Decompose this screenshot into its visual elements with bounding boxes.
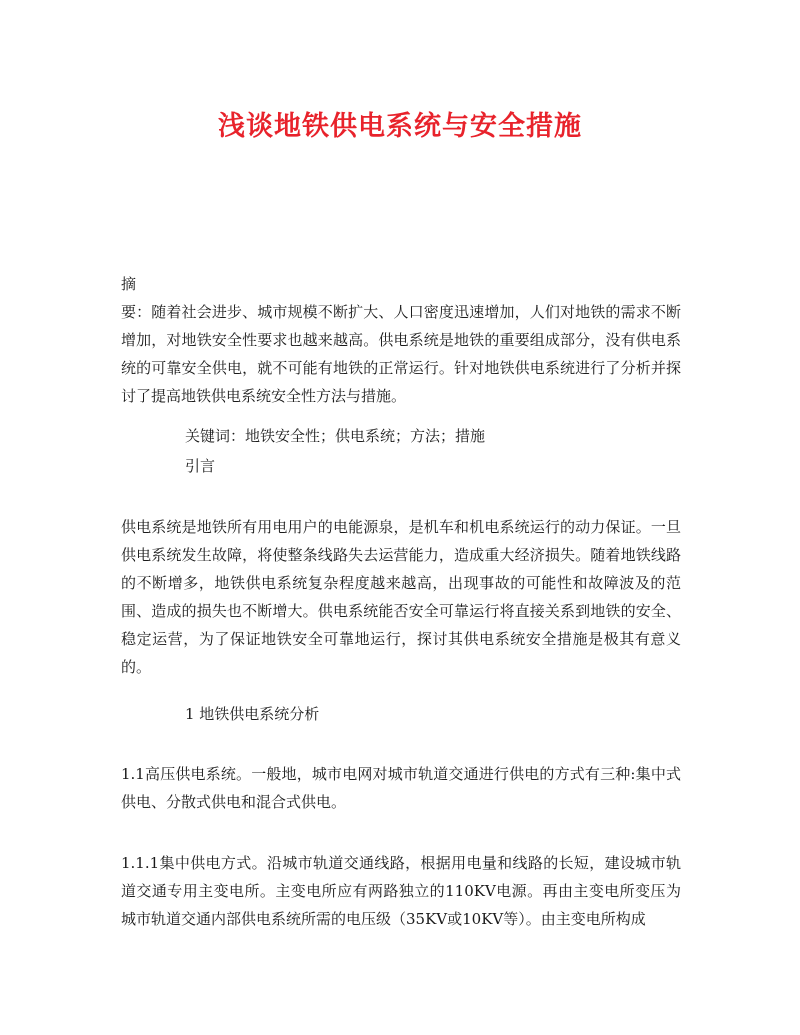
- intro-heading: 引言: [185, 457, 216, 475]
- section1-1-1-paragraph: 1.1.1集中供电方式。沿城市轨道交通线路，根据用电量和线路的长短，建设城市轨道交通专用主变电所。主变电所应有两路独立的110KV电源。再由主变电所变压为城市轨道交通内部供电系统所需的电压级（35KV或10KV等）。由主变电所构成: [121, 854, 681, 928]
- keywords-line: 关键词：地铁安全性；供电系统；方法；措施: [185, 427, 486, 445]
- intro-paragraph: 供电系统是地铁所有用电用户的电能源泉，是机车和机电系统运行的动力保证。一旦供电系统发生故障，将使整条线路失去运营能力，造成重大经济损失。随着地铁线路的不断增多，地铁供电系统复杂程度越来越高，出现事故的可能性和故障波及的范围、造成的损失也不断增大。供电系统能否安全可靠运行将直接关系到地铁的安全、稳定运营，为了保证地铁安全可靠地运行，探讨其供电系统安全措施是极其有意义的。: [121, 518, 681, 676]
- abstract-paragraph: 要：随着社会进步、城市规模不断扩大、人口密度迅速增加，人们对地铁的需求不断增加，对地铁安全性要求也越来越高。供电系统是地铁的重要组成部分，没有供电系统的可靠安全供电，就不可能有地铁的正常运行。针对地铁供电系统进行了分析并探讨了提高地铁供电系统安全性方法与措施。: [121, 303, 681, 405]
- section1-heading: 1 地铁供电系统分析: [185, 705, 320, 723]
- section1-1-paragraph: 1.1高压供电系统。一般地，城市电网对城市轨道交通进行供电的方式有三种:集中式供电、分散式供电和混合式供电。: [121, 765, 681, 811]
- abstract-heading: 摘: [121, 275, 137, 293]
- document-title: 浅谈地铁供电系统与安全措施: [218, 111, 582, 142]
